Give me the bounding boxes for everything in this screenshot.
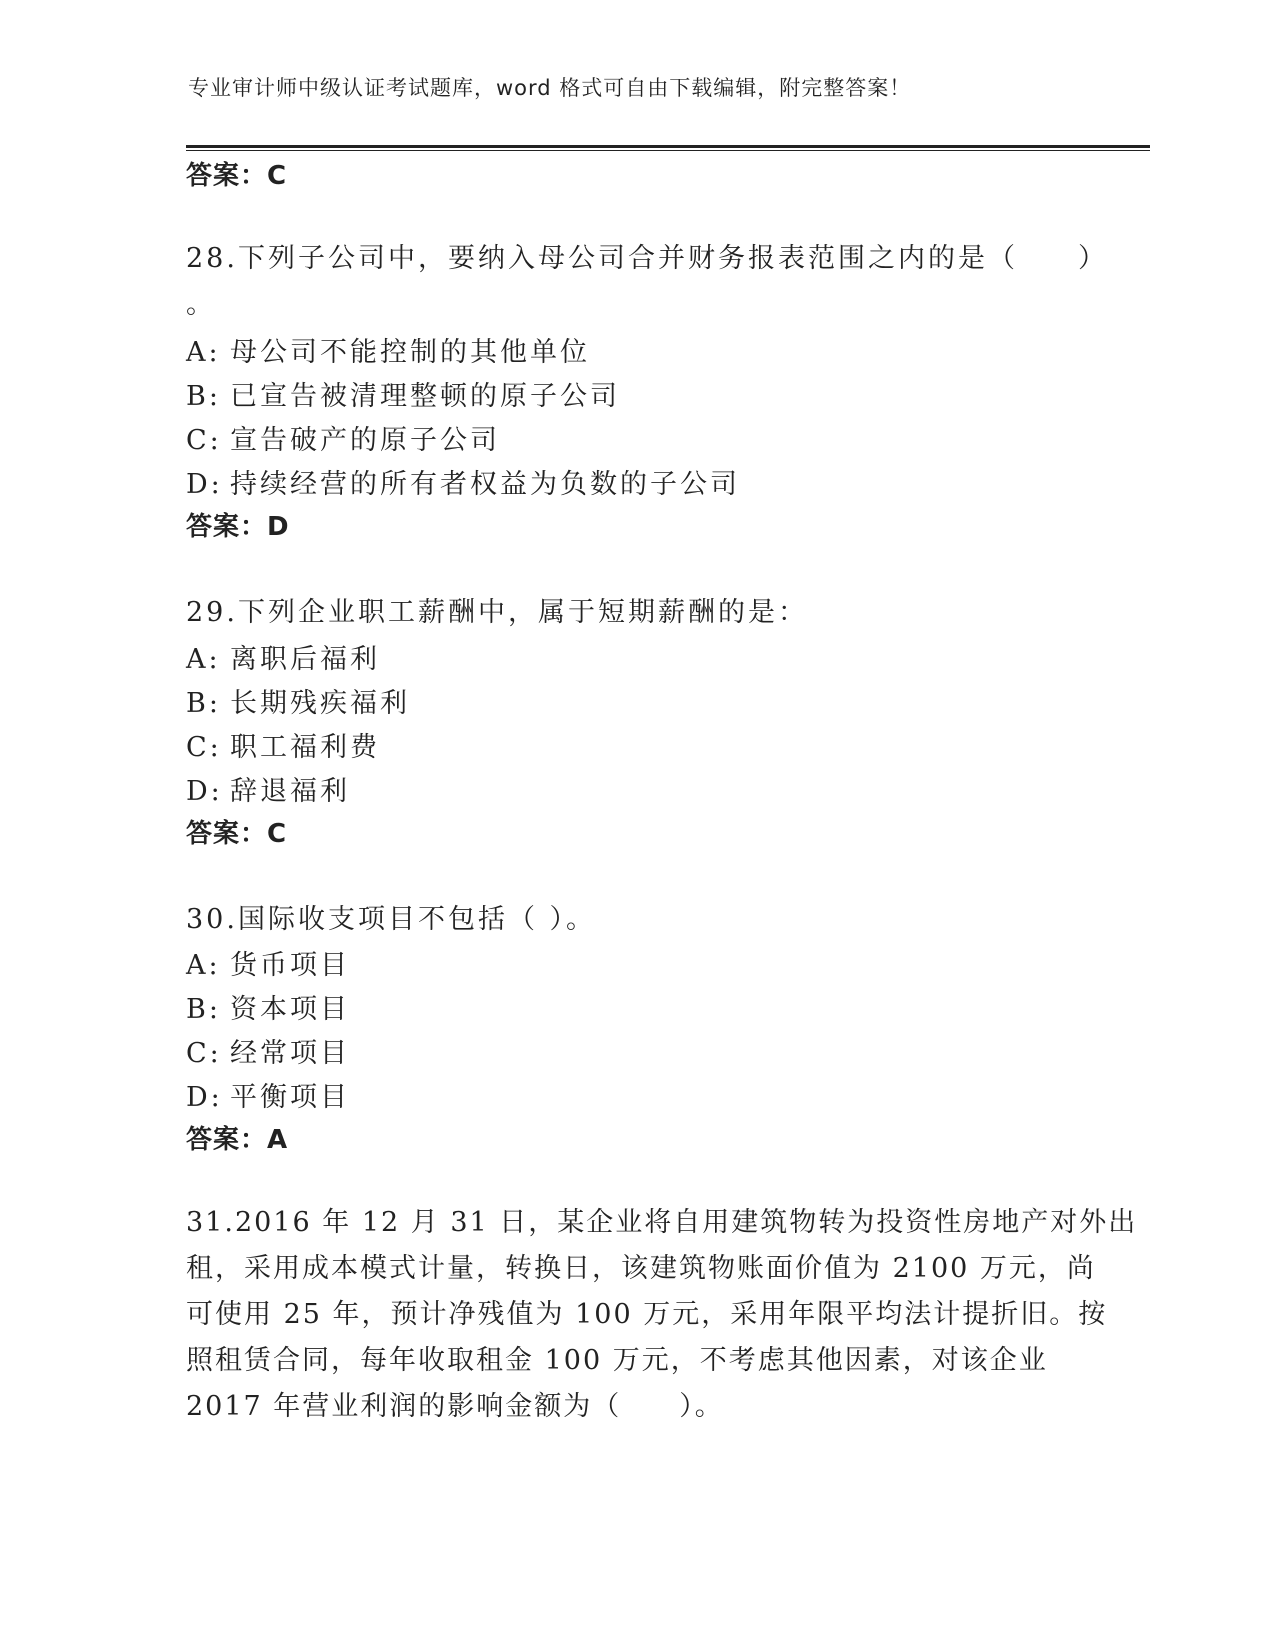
- option-text: 经常项目: [230, 1038, 350, 1069]
- page-header: 专业审计师中级认证考试题库，word 格式可自由下载编辑，附完整答案！: [188, 76, 912, 100]
- option-letter: C:: [186, 1038, 222, 1069]
- answer-line: [186, 813, 287, 850]
- question-30-text: 30.国际收支项目不包括（ ）。: [186, 904, 597, 935]
- question-30-option-d: [186, 1075, 350, 1114]
- answer-value: D: [267, 512, 290, 542]
- answer-value: C: [267, 819, 288, 849]
- question-31-line: 可使用 25 年，预计净残值为 100 万元，采用年限平均法计提折旧。按: [186, 1299, 1108, 1330]
- option-text: 长期残疾福利: [230, 688, 410, 719]
- option-text: 平衡项目: [230, 1082, 350, 1113]
- question-31-line: 31.2016 年 12 月 31 日，某企业将自用建筑物转为投资性房地产对外出: [186, 1207, 1138, 1238]
- option-letter: D:: [186, 1082, 223, 1113]
- option-text: 宣告破产的原子公司: [230, 425, 500, 456]
- option-letter: A:: [186, 950, 221, 981]
- question-28-option-d: [186, 462, 740, 501]
- option-text: 资本项目: [230, 994, 350, 1025]
- question-28-option-c: [186, 418, 500, 457]
- answer-value: C: [267, 161, 288, 191]
- question-29-option-c: [186, 725, 380, 764]
- option-text: 持续经营的所有者权益为负数的子公司: [230, 469, 740, 500]
- answer-label: 答案：: [186, 512, 268, 542]
- option-letter: B:: [186, 381, 221, 412]
- option-text: 离职后福利: [230, 644, 380, 675]
- question-31-line: 2017 年营业利润的影响金额为（ ）。: [186, 1391, 724, 1422]
- option-letter: C:: [186, 732, 222, 763]
- option-letter: B:: [186, 994, 221, 1025]
- question-31-line: 租，采用成本模式计量，转换日，该建筑物账面价值为 2100 万元，尚: [186, 1253, 1096, 1284]
- question-28-option-a: [186, 330, 590, 369]
- question-28-text: 28.下列子公司中，要纳入母公司合并财务报表范围之内的是（ ）: [186, 243, 1108, 274]
- option-letter: C:: [186, 425, 222, 456]
- answer-line: [186, 1119, 288, 1156]
- answer-label: 答案：: [186, 161, 268, 191]
- question-30-option-c: [186, 1031, 350, 1070]
- answer-label: 答案：: [186, 1125, 268, 1155]
- option-text: 已宣告被清理整顿的原子公司: [230, 381, 620, 412]
- option-text: 辞退福利: [230, 776, 350, 807]
- option-text: 职工福利费: [230, 732, 380, 763]
- option-text: 货币项目: [230, 950, 350, 981]
- option-letter: D:: [186, 469, 223, 500]
- header-rule-thin: [186, 150, 1150, 151]
- question-30-option-a: [186, 943, 350, 982]
- answer-label: 答案：: [186, 819, 268, 849]
- option-letter: B:: [186, 688, 221, 719]
- question-29-option-a: [186, 637, 380, 676]
- answer-line: [186, 506, 290, 543]
- question-31-text: [186, 1200, 1138, 1430]
- question-28-text-cont: 。: [186, 289, 216, 320]
- option-letter: D:: [186, 776, 223, 807]
- header-rule-thick: [186, 145, 1150, 148]
- question-29-option-d: [186, 769, 350, 808]
- question-29-option-b: [186, 681, 410, 720]
- option-letter: A:: [186, 644, 221, 675]
- question-31-line: 照租赁合同，每年收取租金 100 万元，不考虑其他因素，对该企业: [186, 1345, 1048, 1376]
- answer-value: A: [267, 1125, 289, 1155]
- answer-line: [186, 155, 287, 192]
- question-29-text: 29.下列企业职工薪酬中，属于短期薪酬的是：: [186, 597, 808, 628]
- question-28-option-b: [186, 374, 620, 413]
- question-30-option-b: [186, 987, 350, 1026]
- option-letter: A:: [186, 337, 221, 368]
- option-text: 母公司不能控制的其他单位: [230, 337, 590, 368]
